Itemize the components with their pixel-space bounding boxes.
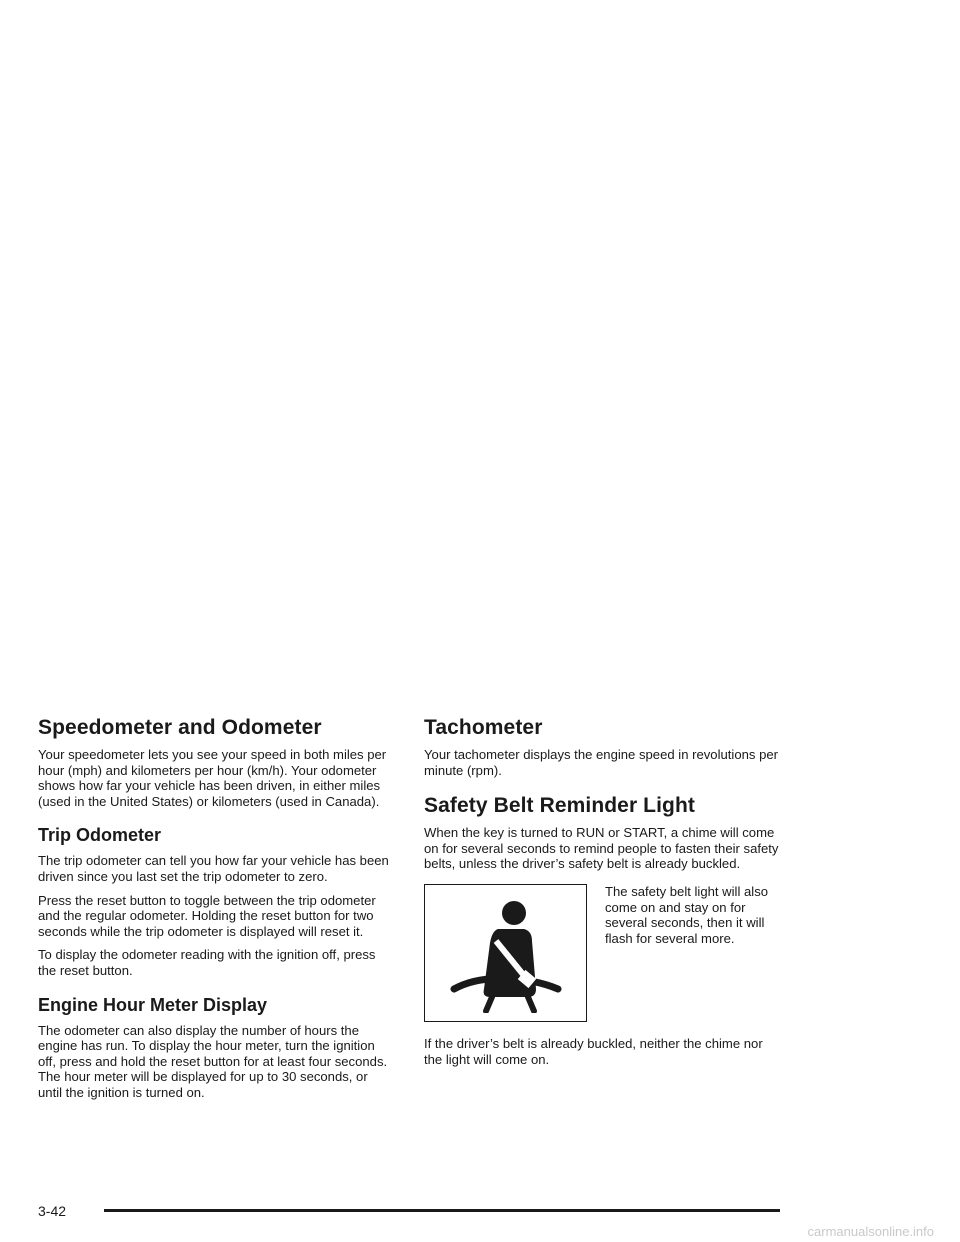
seatbelt-reminder-icon (424, 884, 587, 1022)
trip-odometer-p1: The trip odometer can tell you how far your vehicle has been driven since you last set the trip odometer to zero. (38, 853, 389, 884)
trip-odometer-heading: Trip Odometer (38, 825, 162, 846)
safety-belt-figure-text: The safety belt light will also come on and stay on for several seconds, then it will flash for several more. (605, 883, 769, 946)
speedometer-heading: Speedometer and Odometer (38, 716, 322, 739)
safety-belt-p1: When the key is turned to RUN or START, a chime will come on for several seconds to remind people to fasten their safety belts, unless the driver’s safety belt is already buckled. (424, 825, 779, 872)
trip-odometer-p2: Press the reset button to toggle between the trip odometer and the regular odometer. Holding the reset button for two seconds while the trip odometer is displayed will reset it. (38, 892, 376, 939)
right-column (424, 716, 784, 1075)
seatbelt-figure-icon (446, 893, 566, 1013)
safety-belt-figure (424, 884, 784, 1022)
watermark: carmanualsonline.info (807, 1224, 934, 1239)
trip-odometer-p3: To display the odometer reading with the ignition off, press the reset button. (38, 947, 376, 978)
hour-meter-body: The odometer can also display the number of hours the engine has run. To display the hour meter, turn the ignition off, press and hold the reset button for at least four seconds. The hour meter will be displayed for up to 30 seconds, or until the ignition is turned on. (38, 1022, 388, 1100)
speedometer-body: Your speedometer lets you see your speed in both miles per hour (mph) and kilometers per hour (km/h). Your odometer shows how far your vehicle has been driven, in either miles (used in the United States) or kilometers (used in Canada). (38, 747, 387, 809)
hour-meter-heading: Engine Hour Meter Display (38, 994, 268, 1015)
safety-belt-figure-text-wrap (605, 884, 781, 1022)
safety-belt-p2: If the driver’s belt is already buckled, neither the chime nor the light will come on. (424, 1035, 763, 1067)
left-column (38, 716, 394, 1109)
footer-rule (104, 1209, 780, 1212)
tachometer-heading: Tachometer (424, 716, 543, 739)
page-number: 3-42 (38, 1203, 67, 1219)
tachometer-body: Your tachometer displays the engine speed in revolutions per minute (rpm). (424, 747, 778, 778)
safety-belt-heading: Safety Belt Reminder Light (424, 794, 695, 818)
